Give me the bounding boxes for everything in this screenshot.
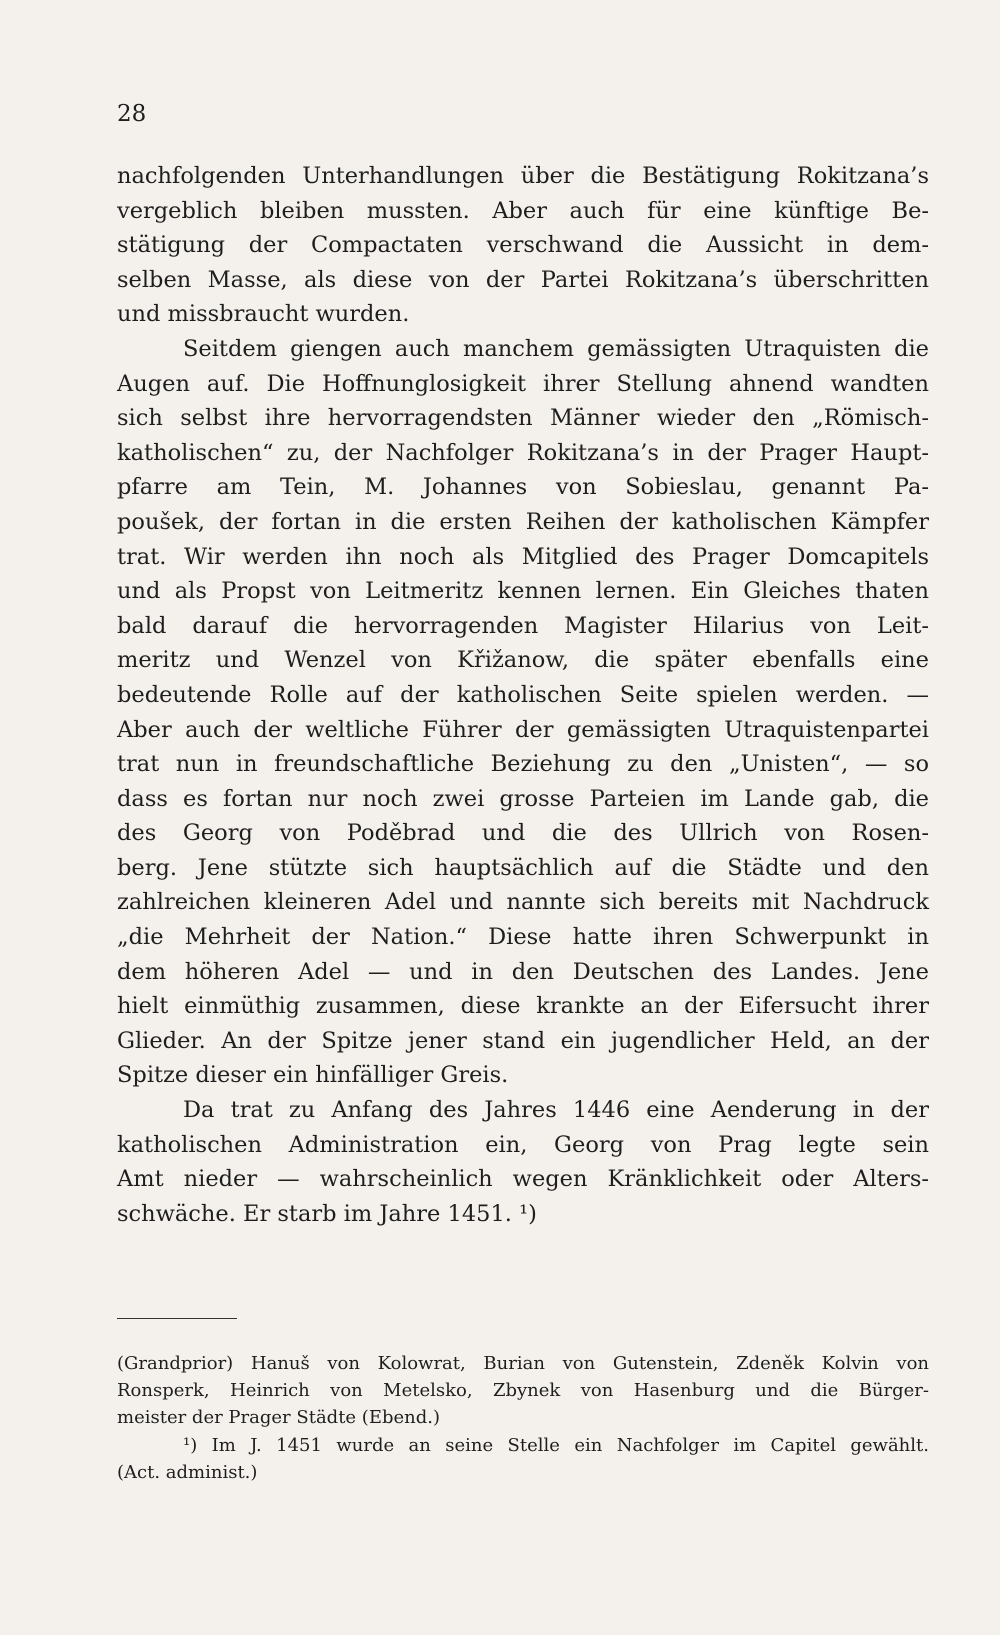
text-line: meritz und Wenzel von Křižanow, die später ebenfalls eine: [117, 647, 929, 674]
text-line: zahlreichen kleineren Adel und nannte sich bereits mit Nachdruck: [117, 889, 929, 916]
page-number: 28: [117, 101, 147, 127]
main-text: [117, 159, 929, 1231]
text-line: bald darauf die hervorragenden Magister Hilarius von Leit-: [117, 612, 929, 639]
text-line: Glieder. An der Spitze jener stand ein jugendlicher Held, an der: [117, 1027, 929, 1054]
footnote-line: Ronsperk, Heinrich von Metelsko, Zbynek von Hasenburg und die Bürger-: [117, 1380, 929, 1402]
text-line: hielt einmüthig zusammen, diese krankte an der Eifersucht ihrer: [117, 993, 929, 1020]
text-line: selben Masse, als diese von der Partei Rokitzana’s überschritten: [117, 266, 929, 293]
text-line: „die Mehrheit der Nation.“ Diese hatte ihren Schwerpunkt in: [117, 924, 929, 951]
text-line: Da trat zu Anfang des Jahres 1446 eine Aenderung in der: [183, 1097, 929, 1124]
footnote-line: (Act. administ.): [117, 1461, 258, 1483]
text-line: Aber auch der weltliche Führer der gemässigten Utraquistenpartei: [117, 716, 929, 743]
footnote-divider: [117, 1318, 237, 1319]
text-line: berg. Jene stützte sich hauptsächlich auf die Städte und den: [117, 854, 929, 881]
text-line: dass es fortan nur noch zwei grosse Parteien im Lande gab, die: [117, 785, 929, 812]
text-line: sich selbst ihre hervorragendsten Männer wieder den „Römisch-: [117, 405, 929, 432]
footnotes: [117, 1350, 929, 1486]
text-line: bedeutende Rolle auf der katholischen Seite spielen werden. —: [117, 681, 929, 708]
text-line: schwäche. Er starb im Jahre 1451. ¹): [117, 1200, 537, 1227]
text-line: trat nun in freundschaftliche Beziehung zu den „Unisten“, — so: [117, 751, 929, 778]
text-line: pfarre am Tein, M. Johannes von Sobieslau, genannt Pa-: [117, 474, 929, 501]
text-line: Spitze dieser ein hinfälliger Greis.: [117, 1062, 509, 1089]
text-line: vergeblich bleiben mussten. Aber auch für eine künftige Be-: [117, 197, 929, 224]
footnote-line: meister der Prager Städte (Ebend.): [117, 1407, 440, 1429]
text-line: Amt nieder — wahrscheinlich wegen Kränklichkeit oder Alters-: [117, 1166, 929, 1193]
text-line: stätigung der Compactaten verschwand die Aussicht in dem-: [117, 232, 929, 259]
text-line: und als Propst von Leitmeritz kennen lernen. Ein Gleiches thaten: [117, 578, 929, 605]
text-line: trat. Wir werden ihn noch als Mitglied des Prager Domcapitels: [117, 543, 929, 570]
text-line: und missbraucht wurden.: [117, 301, 410, 328]
text-line: des Georg von Poděbrad und die des Ullrich von Rosen-: [117, 820, 929, 847]
text-line: dem höheren Adel — und in den Deutschen des Landes. Jene: [117, 958, 929, 985]
text-line: poušek, der fortan in die ersten Reihen der katholischen Kämpfer: [117, 508, 929, 535]
text-line: katholischen“ zu, der Nachfolger Rokitzana’s in der Prager Haupt-: [117, 439, 929, 466]
text-line: katholischen Administration ein, Georg von Prag legte sein: [117, 1131, 929, 1158]
text-line: nachfolgenden Unterhandlungen über die Bestätigung Rokitzana’s: [117, 163, 929, 189]
text-line: Seitdem giengen auch manchem gemässigten Utraquisten die: [183, 335, 929, 362]
footnote-line: (Grandprior) Hanuš von Kolowrat, Burian von Gutenstein, Zdeněk Kolvin von: [117, 1353, 929, 1374]
text-line: Augen auf. Die Hoffnunglosigkeit ihrer Stellung ahnend wandten: [117, 370, 929, 397]
footnote-line: ¹) Im J. 1451 wurde an seine Stelle ein Nachfolger im Capitel gewählt.: [183, 1434, 929, 1456]
